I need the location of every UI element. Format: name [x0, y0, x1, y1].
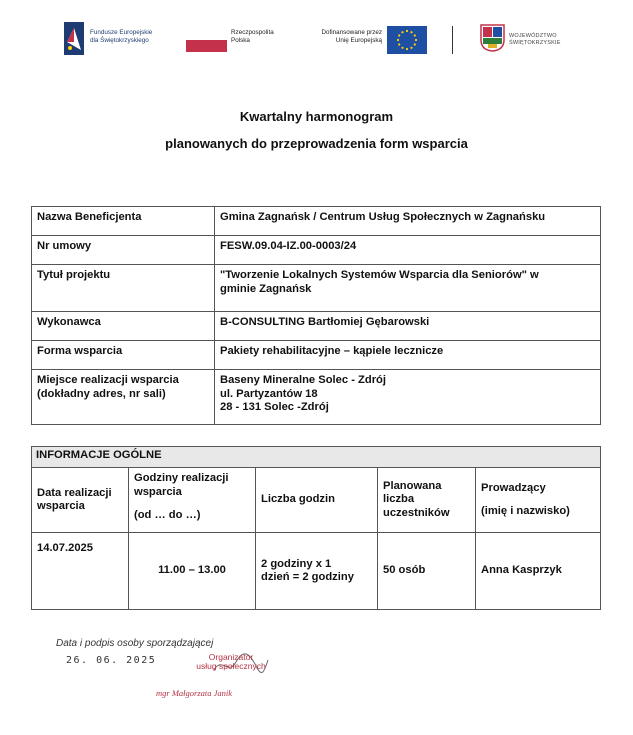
rzeczpospolita-flag — [186, 40, 227, 52]
eu-star-icon — [414, 34, 416, 36]
ue-line2: Unię Europejską — [335, 37, 382, 44]
stamp-line2: usług społecznych — [196, 661, 266, 671]
projekt-value-line1: "Tworzenie Lokalnych Systemów Wsparcia dla Seniorów" w — [220, 269, 539, 281]
table-row — [32, 236, 601, 265]
stamp-name: mgr Małgorzata Janik — [156, 688, 233, 698]
eu-star-icon — [410, 47, 412, 49]
column-headers-row — [32, 468, 601, 533]
umowa-value: FESW.09.04-IZ.00-0003/24 — [215, 236, 601, 265]
signature-label: Data i podpis osoby sporządzającej — [56, 638, 214, 649]
col-uczestnicy — [378, 468, 476, 533]
col-uczestnicy-line1: Planowana — [383, 479, 442, 492]
swietokrzyskie-crest-icon — [480, 24, 505, 52]
row-godziny: 11.00 – 13.00 — [129, 533, 256, 610]
fe-line2: dla Świętokrzyskiego — [90, 37, 149, 44]
rp-line2: Polska — [231, 37, 250, 44]
general-info-table — [31, 446, 601, 610]
miejsce-value-line1: Baseny Mineralne Solec - Zdrój — [220, 374, 386, 386]
col-uczestnicy-line3: uczestników — [383, 506, 450, 519]
col-godziny-line2: wsparcia — [134, 485, 182, 498]
eu-star-icon — [406, 30, 408, 32]
col-prowadzacy — [476, 468, 601, 533]
projekt-value — [215, 265, 601, 312]
eu-star-icon — [398, 43, 400, 45]
rzeczpospolita-text — [231, 29, 274, 45]
row-liczba-line1: 2 godziny x 1 — [261, 557, 332, 570]
ws-line1: WOJEWÓDZTWO — [509, 33, 557, 39]
ue-line1: Dofinansowane przez — [321, 29, 382, 36]
stamp-line1: Organizator — [208, 652, 254, 662]
eu-star-icon — [401, 47, 403, 49]
row-prowadzacy: Anna Kasprzyk — [476, 533, 601, 610]
swietokrzyskie-text — [509, 33, 561, 47]
forma-value: Pakiety rehabilitacyjne – kąpiele lecznicze — [215, 341, 601, 370]
ws-line2: ŚWIĘTOKRZYSKIE — [509, 40, 561, 46]
document-subtitle: planowanych do przeprowadzenia form wsparcia — [165, 136, 468, 151]
projekt-value-line2: gminie Zagnańsk — [220, 282, 312, 295]
unia-europejska-text — [303, 29, 382, 45]
rp-line1: Rzeczpospolita — [231, 29, 274, 36]
table-row — [32, 265, 601, 312]
eu-star-icon — [414, 43, 416, 45]
miejsce-label — [32, 370, 215, 425]
table-row — [32, 533, 601, 610]
col-data — [32, 468, 129, 533]
col-liczba: Liczba godzin — [256, 468, 378, 533]
projekt-label: Tytuł projektu — [32, 265, 215, 312]
col-uczestnicy-line2: liczba — [383, 493, 415, 506]
miejsce-value-line2: ul. Partyzantów 18 — [220, 387, 318, 400]
col-godziny-line1: Godziny realizacji — [134, 472, 229, 484]
eu-flag-icon — [387, 26, 427, 54]
logo-separator — [452, 26, 453, 54]
eu-star-icon — [397, 39, 399, 41]
general-info-header: INFORMACJE OGÓLNE — [32, 447, 601, 468]
miejsce-label-line2: (dokładny adres, nr sali) — [37, 387, 166, 400]
table-row — [32, 341, 601, 370]
document-title: Kwartalny harmonogram — [239, 109, 394, 124]
fe-line1: Fundusze Europejskie — [90, 29, 153, 36]
miejsce-value-line3: 28 - 131 Solec -Zdrój — [220, 401, 329, 413]
beneficjent-label: Nazwa Beneficjenta — [32, 207, 215, 236]
row-liczba — [256, 533, 378, 610]
beneficjent-value: Gmina Zagnańsk / Centrum Usług Społecznych w Zagnańsku — [215, 207, 601, 236]
signature-date: 26. 06. 2025 — [66, 655, 157, 666]
miejsce-label-line1: Miejsce realizacji wsparcia — [37, 374, 179, 386]
row-liczba-line2: dzień = 2 godziny — [261, 571, 354, 583]
row-uczestnicy: 50 osób — [378, 533, 476, 610]
eu-star-icon — [401, 31, 403, 33]
col-prowadzacy-line1: Prowadzący — [481, 481, 546, 494]
project-info-table — [31, 206, 601, 425]
miejsce-value — [215, 370, 601, 425]
table-row — [32, 207, 601, 236]
logo-bar — [0, 0, 633, 70]
table-header-row — [32, 447, 601, 468]
table-row — [32, 312, 601, 341]
table-row — [32, 370, 601, 425]
col-data-line2: wsparcia — [37, 500, 85, 512]
eu-star-icon — [398, 34, 400, 36]
col-prowadzacy-line2: (imię i nazwisko) — [481, 505, 570, 517]
col-data-line1: Data realizacji — [37, 486, 112, 499]
umowa-label: Nr umowy — [32, 236, 215, 265]
organizer-stamp — [196, 653, 266, 671]
col-godziny — [129, 468, 256, 533]
eu-star-icon — [415, 39, 417, 41]
eu-star-icon — [410, 31, 412, 33]
fundusze-europejskie-text — [90, 29, 152, 45]
col-godziny-line3: (od … do …) — [134, 509, 201, 521]
row-data: 14.07.2025 — [32, 533, 129, 610]
wykonawca-label: Wykonawca — [32, 312, 215, 341]
forma-label: Forma wsparcia — [32, 341, 215, 370]
eu-star-icon — [406, 48, 408, 50]
wykonawca-value: B-CONSULTING Bartłomiej Gębarowski — [215, 312, 601, 341]
fundusze-europejskie-logo — [64, 22, 84, 55]
